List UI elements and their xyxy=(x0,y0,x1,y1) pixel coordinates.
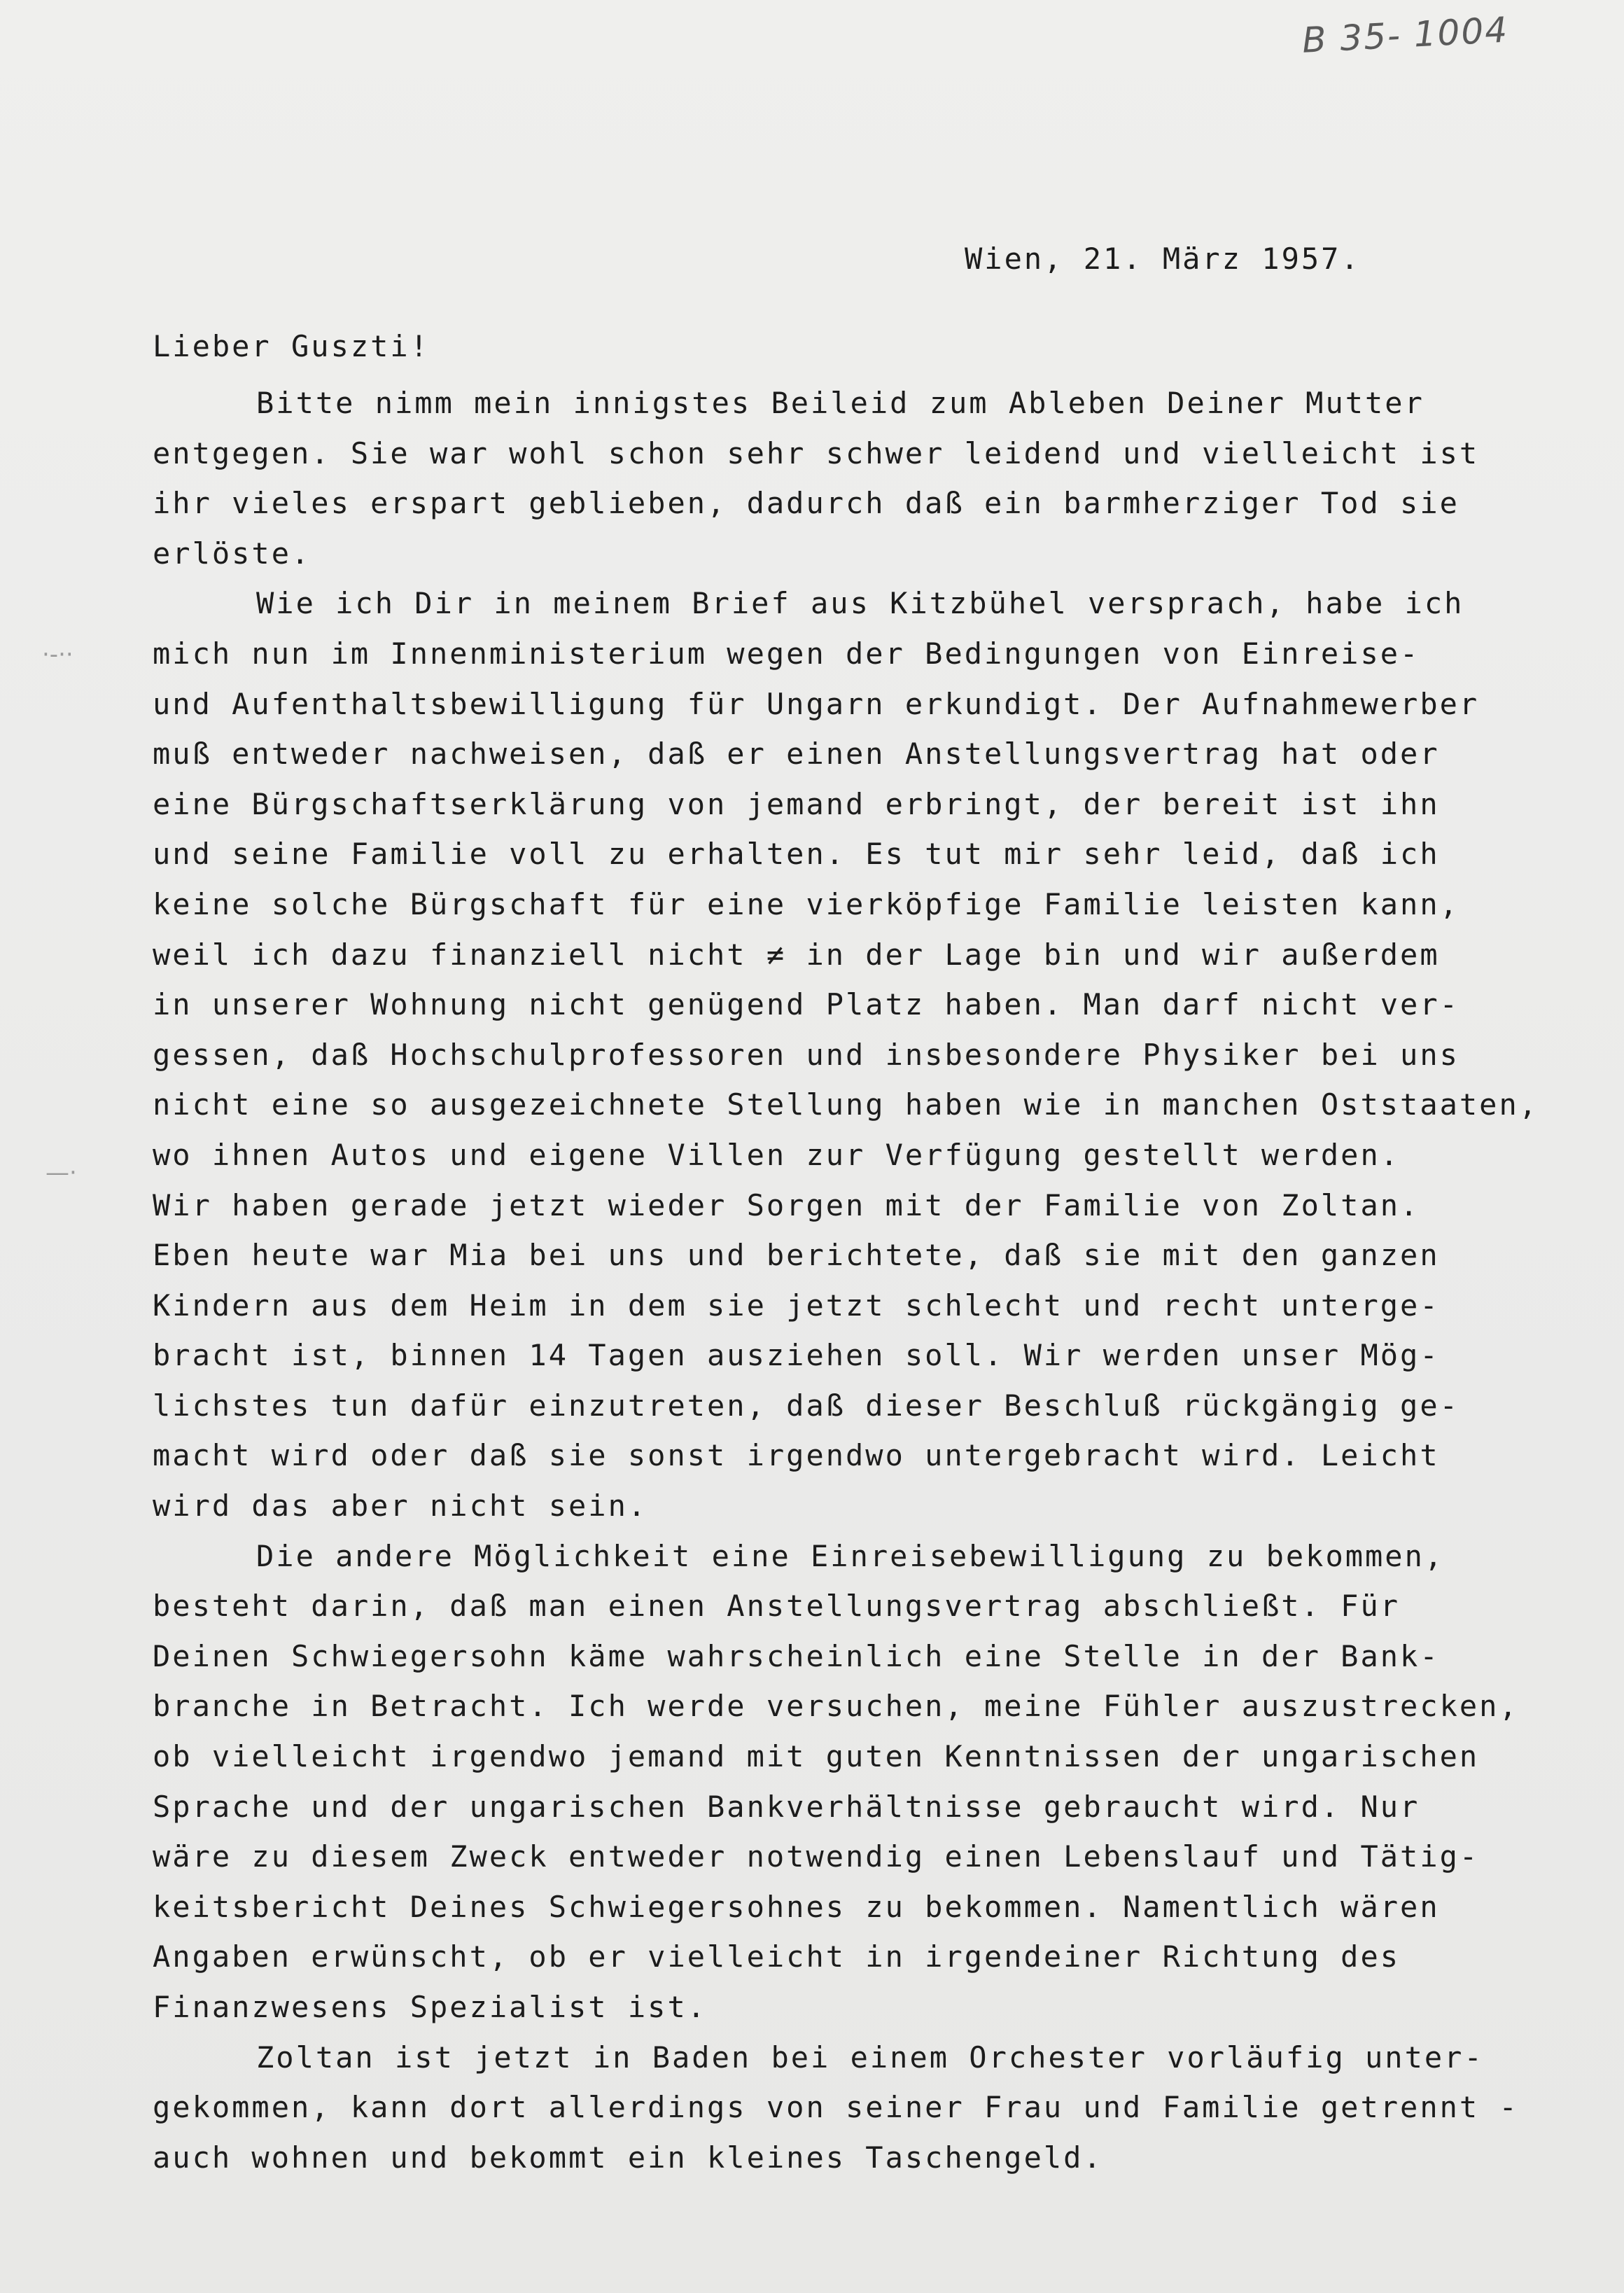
margin-mark-2: —· xyxy=(46,1159,77,1187)
letter-line: gekommen, kann dort allerdings von seiner Frau und Familie getrennt - xyxy=(153,2090,1519,2125)
letter-line: lichstes tun dafür einzutreten, daß dieser Beschluß rückgängig ge- xyxy=(153,1388,1460,1423)
letter-line: Angaben erwünscht, ob er vielleicht in irgendeiner Richtung des xyxy=(153,1939,1401,1974)
letter-line: macht wird oder daß sie sonst irgendwo untergebracht wird. Leicht xyxy=(153,1438,1440,1473)
letter-line: in unserer Wohnung nicht genügend Platz haben. Man darf nicht ver- xyxy=(153,987,1460,1022)
margin-mark-1: ·-·· xyxy=(42,641,74,669)
letter-line: und Aufenthaltsbewilligung für Ungarn erkundigt. Der Aufnahmewerber xyxy=(153,686,1480,721)
letter-line: Eben heute war Mia bei uns und berichtete, daß sie mit den ganzen xyxy=(153,1238,1440,1273)
letter-line: und seine Familie voll zu erhalten. Es tut mir sehr leid, daß ich xyxy=(153,837,1440,872)
letter-line: auch wohnen und bekommt ein kleines Taschengeld. xyxy=(153,2140,1103,2175)
letter-line: Deinen Schwiegersohn käme wahrscheinlich eine Stelle in der Bank- xyxy=(153,1638,1440,1673)
letter-line: Wir haben gerade jetzt wieder Sorgen mit der Familie von Zoltan. xyxy=(153,1187,1420,1222)
letter-line: gessen, daß Hochschulprofessoren und insbesondere Physiker bei uns xyxy=(153,1037,1460,1072)
letter-line: erlöste. xyxy=(153,536,312,571)
letter-line: wäre zu diesem Zweck entweder notwendig einen Lebenslauf und Tätig- xyxy=(153,1839,1480,1874)
letter-line: muß entweder nachweisen, daß er einen Anstellungsvertrag hat oder xyxy=(153,737,1440,772)
letter-line: besteht darin, daß man einen Anstellungsvertrag abschließt. Für xyxy=(153,1589,1401,1624)
letter-line: Finanzwesens Spezialist ist. xyxy=(153,1990,708,2024)
letter-body xyxy=(153,378,1581,2182)
letter-line: Die andere Möglichkeit eine Einreisebewilligung zu bekommen, xyxy=(256,1538,1445,1573)
letter-line: Bitte nimm mein innigstes Beileid zum Ableben Deiner Mutter xyxy=(256,386,1424,420)
letter-line: mich nun im Innenministerium wegen der Bedingungen von Einreise- xyxy=(153,636,1420,671)
letter-line: ihr vieles erspart geblieben, dadurch daß ein barmherziger Tod sie xyxy=(153,486,1460,521)
letter-line: Wie ich Dir in meinem Brief aus Kitzbühel versprach, habe ich xyxy=(256,586,1464,621)
letter-line: branche in Betracht. Ich werde versuchen, meine Fühler auszustrecken, xyxy=(153,1689,1519,1724)
letter-line: Kindern aus dem Heim in dem sie jetzt schlecht und recht unterge- xyxy=(153,1288,1440,1323)
archive-reference-number: B 35- 1004 xyxy=(1301,9,1510,61)
letter-line: weil ich dazu finanziell nicht ≠ in der Lage bin und wir außerdem xyxy=(153,937,1440,972)
letter-line: keitsbericht Deines Schwiegersohnes zu bekommen. Namentlich wären xyxy=(153,1889,1440,1924)
letter-line: Sprache und der ungarischen Bankverhältnisse gebraucht wird. Nur xyxy=(153,1789,1420,1824)
letter-line: nicht eine so ausgezeichnete Stellung haben wie in manchen Oststaaten, xyxy=(153,1087,1539,1122)
letter-line: Zoltan ist jetzt in Baden bei einem Orchester vorläufig unter- xyxy=(256,2040,1484,2075)
letter-line: keine solche Bürgschaft für eine vierköpfige Familie leisten kann, xyxy=(153,886,1460,921)
letter-salutation: Lieber Guszti! xyxy=(153,329,430,363)
letter-line: eine Bürgschaftserklärung von jemand erbringt, der bereit ist ihn xyxy=(153,786,1440,821)
letter-line: entgegen. Sie war wohl schon sehr schwer leidend und vielleicht ist xyxy=(153,435,1480,471)
letter-line: wird das aber nicht sein. xyxy=(153,1489,648,1524)
letter-line: wo ihnen Autos und eigene Villen zur Verfügung gestellt werden. xyxy=(153,1137,1401,1172)
letter-date: Wien, 21. März 1957. xyxy=(965,242,1361,276)
letter-line: bracht ist, binnen 14 Tagen ausziehen soll. Wir werden unser Mög- xyxy=(153,1338,1440,1373)
letter-line: ob vielleicht irgendwo jemand mit guten Kenntnissen der ungarischen xyxy=(153,1739,1480,1774)
